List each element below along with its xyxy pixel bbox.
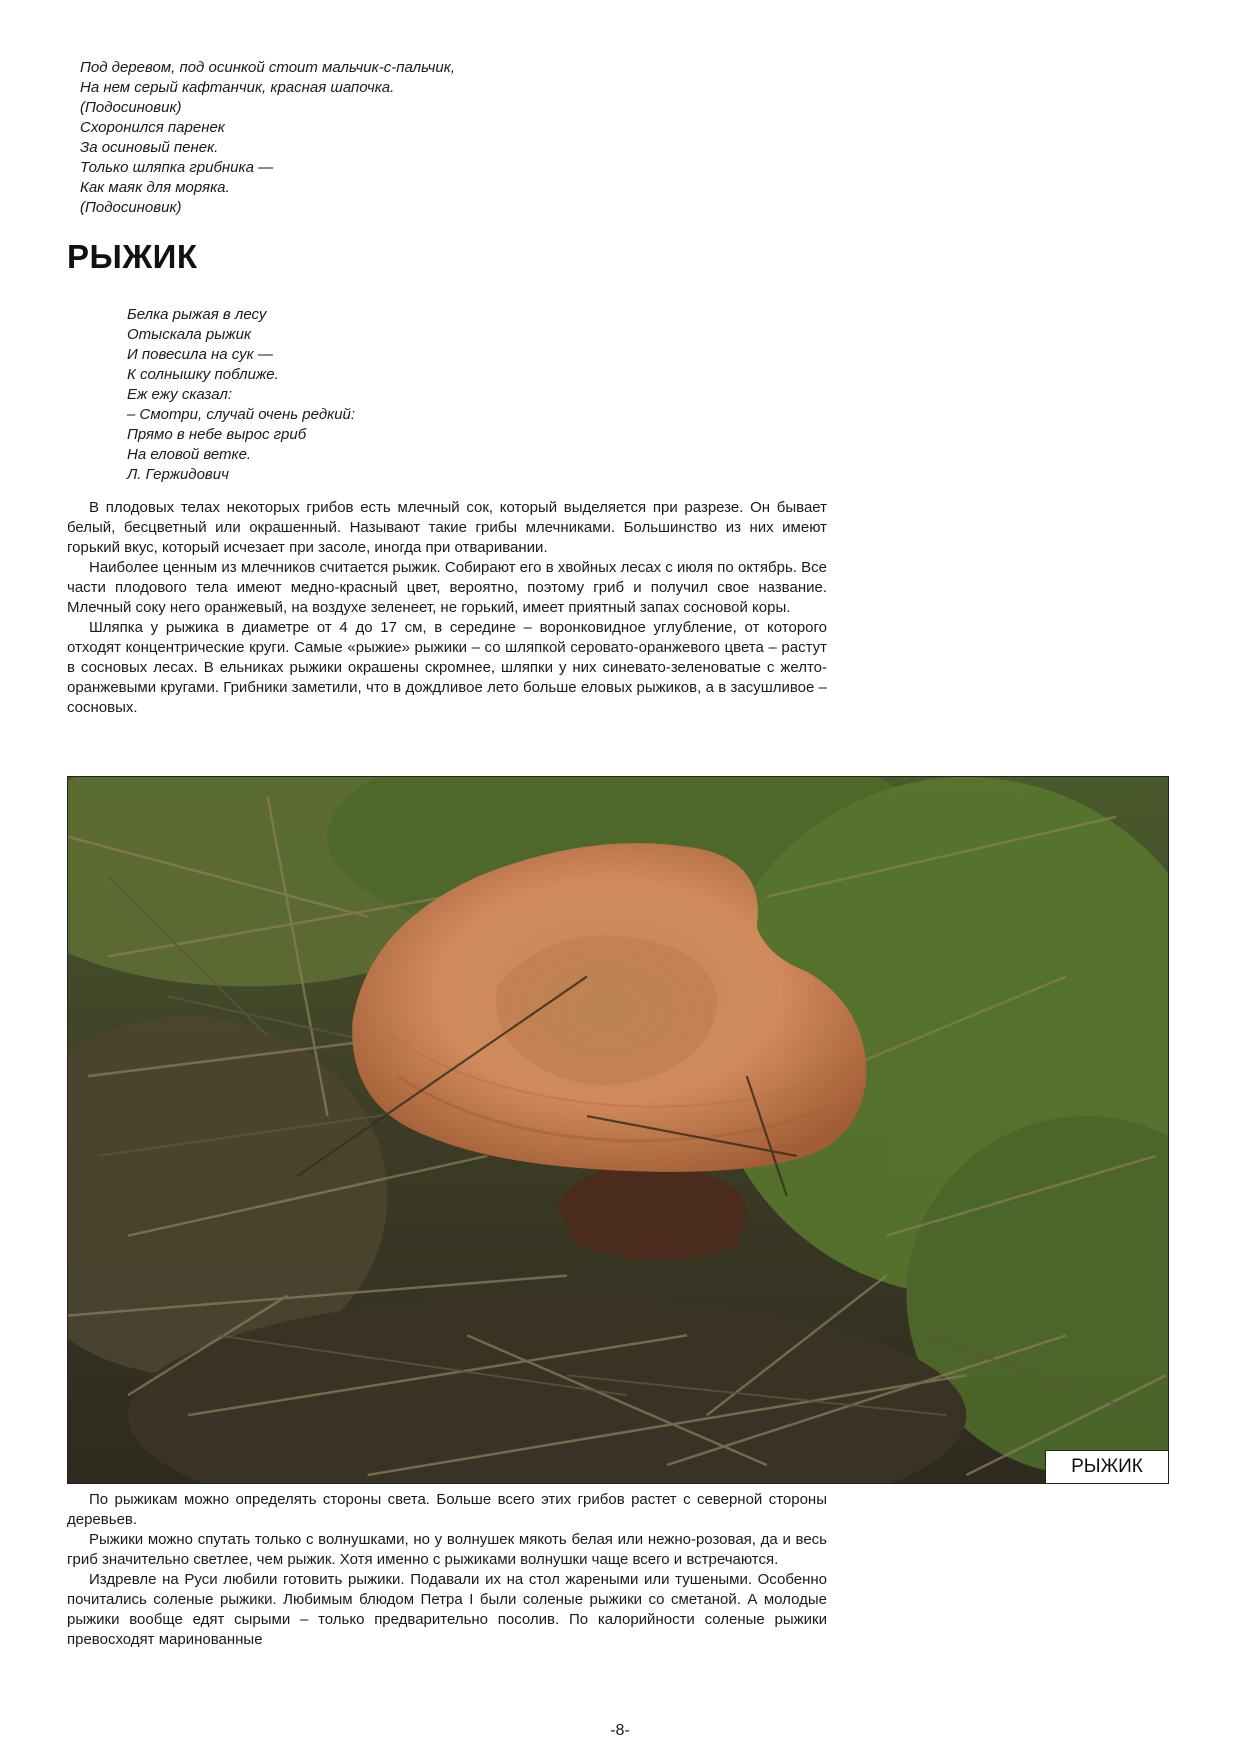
poem-line: Белка рыжая в лесу [127, 306, 267, 323]
photo-caption: РЫЖИК [1045, 1450, 1168, 1483]
poem-line: К солнышку поближе. [127, 366, 279, 383]
poem-line: За осиновый пенек. [80, 139, 219, 156]
poem-line: Еж ежу сказал: [127, 386, 233, 403]
page-number: -8- [610, 1722, 630, 1739]
paragraph: В плодовых телах некоторых грибов есть млечный сок, который выделяется при разрезе. Он бывает белый, бесцветный или окрашенный. Называют такие грибы млечниками. Большинство из них имеют горький вкус, который исчезает при засоле, иногда при отваривании. [67, 499, 827, 556]
paragraph: Издревле на Руси любили готовить рыжики. Подавали их на стол жареными или тушеными. Особенно почитались соленые рыжики. Любимым блюдом Петра I были соленые рыжики со сметаной. А молодые рыжики вообще едят сырыми – только предварительно посолив. По калорийности соленые рыжики превосходят маринованные [67, 1571, 827, 1648]
paragraph: Наиболее ценным из млечников считается рыжик. Собирают его в хвойных лесах с июля по октябрь. Все части плодового тела имеют медно-красный цвет, вероятно, поэтому гриб и получил свое название. Млечный соку него оранжевый, на воздухе зеленеет, не горький, имеет приятный запах сосновой коры. [67, 559, 827, 616]
poem-line: Схоронился паренек [80, 119, 225, 136]
poem-line: Только шляпка грибника — [80, 159, 274, 176]
paragraph: По рыжикам можно определять стороны света. Больше всего этих грибов растет с северной стороны деревьев. [67, 1491, 827, 1528]
riddle-poem [80, 58, 455, 218]
body-text-upper [67, 498, 827, 718]
section-title: РЫЖИК [67, 238, 198, 275]
poem-line: Прямо в небе вырос гриб [127, 426, 307, 443]
poem-line: На еловой ветке. [127, 446, 252, 463]
paragraph: Шляпка у рыжика в диаметре от 4 до 17 см, в середине – воронковидное углубление, от которого отходят концентрические круги. Самые «рыжие» рыжики – со шляпкой серовато-оранжевого цвета – растут в сосновых лесах. В ельниках рыжики окрашены скромнее, шляпки у них синевато-зеленоватые с желто-оранжевыми кругами. Грибники заметили, что в дождливое лето больше еловых рыжиков, а в засушливое – сосновых. [67, 619, 827, 716]
ryzhik-poem [127, 305, 355, 485]
poem-line: Под деревом, под осинкой стоит мальчик-с-пальчик, [80, 59, 455, 76]
poem-line: – Смотри, случай очень редкий: [127, 406, 356, 423]
paragraph: Рыжики можно спутать только с волнушками, но у волнушек мякоть белая или нежно-розовая, да и весь гриб значительно светлее, чем рыжик. Хотя именно с рыжиками волнушки чаще всего и встречаются. [67, 1531, 827, 1568]
body-text-lower [67, 1490, 827, 1650]
mushroom-illustration [68, 777, 1168, 1483]
poem-line: (Подосиновик) [80, 199, 182, 216]
poem-line: Отыскала рыжик [127, 326, 252, 343]
poem-line: На нем серый кафтанчик, красная шапочка. [80, 79, 395, 96]
mushroom-photo [67, 776, 1169, 1484]
poem-line: Как маяк для моряка. [80, 179, 230, 196]
poem-line: И повесила на сук — [127, 346, 273, 363]
poem-author: Л. Гержидович [127, 466, 229, 483]
poem-line: (Подосиновик) [80, 99, 182, 116]
